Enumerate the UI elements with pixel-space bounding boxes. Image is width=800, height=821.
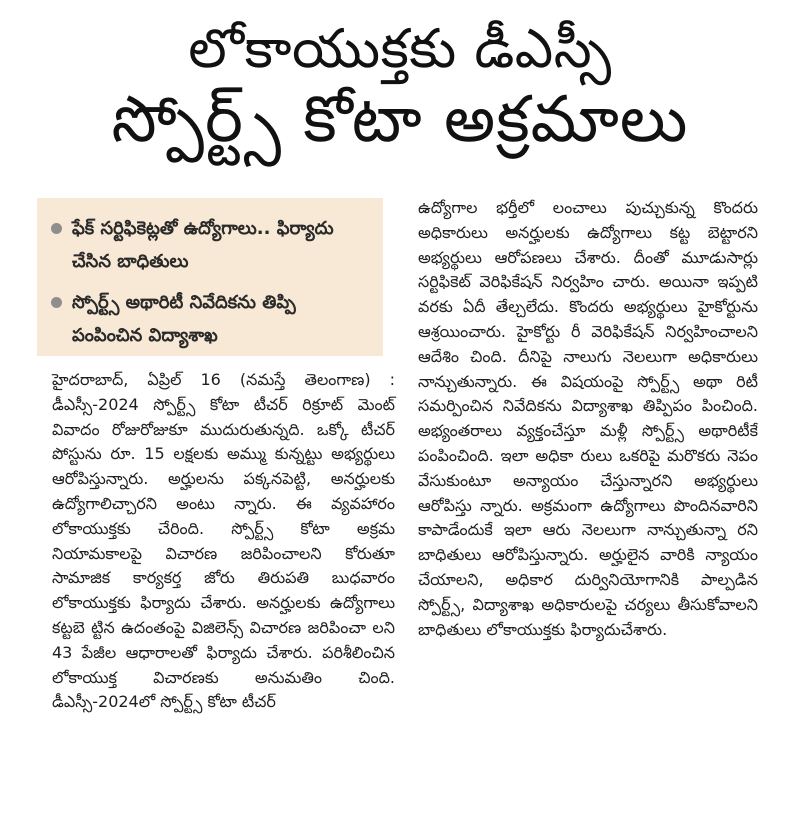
highlights-box (37, 198, 383, 356)
article-left-column (52, 368, 395, 715)
bullet-icon (51, 223, 62, 234)
article-right-text: ఉద్యోగాల భర్తీలో లంచాలు పుచ్చుకున్న కొందరు అధికారులు అనర్హులకు ఉద్యోగాలు కట్ట బెట్టారని అభ్యర్థులు ఆరోపణలు చేశారు. దీంతో మూడుసార్లు సర్టిఫికెట్ వెరిఫికేషన్ నిర్వహిం చారు. అయినా ఇప్పటి వరకు ఏదీ తేల్చలేదు. కొందరు అభ్యర్థులు హైకోర్టును ఆశ్రయించారు. హైకోర్టు రీ వెరిఫికేషన్ నిర్వహించాలని ఆదేశిం చింది. దీనిపై నాలుగు నెలలుగా అధికారులు నాన్చుతున్నారు. ఈ విషయంపై స్పోర్ట్స్ అథా రిటీ సమర్పించిన నివేదికను విద్యాశాఖ తిప్పిపం పించింది. అభ్యంతరాలు వ్యక్తంచేస్తూ మళ్లీ స్పోర్ట్స్ అథారిటీకే పంపించింది. ఇలా అధికా రులు ఒకరిపై మరొకరు నెపం వేసుకుంటూ అన్యాయం చేస్తున్నారని అభ్యర్థులు ఆరోపిస్తు న్నారు. అక్రమంగా ఉద్యోగాలు పొందినవారిని కాపాడేందుకే ఇలా ఆరు నెలలుగా నాన్చుతున్నా రని బాధితులు ఆరోపిస్తున్నారు. అర్హులైన వారికి న్యాయం చేయాలని, అధికార దుర్వినియోగానికి పాల్పడిన స్పోర్ట్స్, విద్యాశాఖ అధికారులపై చర్యలు తీసుకోవాలని బాధితులు లోకాయుక్తకు ఫిర్యాదుచేశారు. (418, 198, 758, 639)
article-left-text: హైదరాబాద్, ఏప్రిల్ 16 (నమస్తే తెలంగాణ) : డీఎస్సీ-2024 స్పోర్ట్స్ కోటా టీచర్ రిక్రూట్ మెంట్ వివాదం రోజురోజుకూ ముదురుతున్నది. ఒక్కో టీచర్ పోస్టును రూ. 15 లక్షలకు అమ్ము కున్నట్టు అభ్యర్థులు ఆరోపిస్తున్నారు. అర్హులను పక్కనపెట్టి, అనర్హులకు ఉద్యోగాలిచ్చారని అంటు న్నారు. ఈ వ్యవహారం లోకాయుక్తకు చేరింది. స్పోర్ట్స్ కోటా అక్రమ నియామకాలపై విచారణ జరిపించాలని కోరుతూ సామాజిక కార్యకర్త జోరు తిరుపతి బుధవారం లోకాయుక్తకు ఫిర్యాదు చేశారు. అనర్హులకు ఉద్యోగాలు కట్టబె ట్టిన ఉదంతంపై విజిలెన్స్ విచారణ జరిపించా లని 43 పేజీల ఆధారాలతో ఫిర్యాదు చేశారు. పరిశీలించిన లోకాయుక్త విచారణకు అనుమతిం చింది. డీఎస్సీ-2024లో స్పోర్ట్స్ కోటా టీచర్ (52, 370, 395, 712)
highlight-item (51, 286, 371, 352)
highlight-text: స్పోర్ట్స్ అథారిటీ నివేదికను తిప్పి పంపించిన విద్యాశాఖ (72, 292, 296, 346)
bullet-icon (51, 297, 62, 308)
headline-line-1: లోకాయుక్తకు డీఎస్సీ (188, 17, 612, 80)
highlight-text: ఫేక్ సర్టిఫికెట్లతో ఉద్యోగాలు.. ఫిర్యాదు చేసిన బాధితులు (72, 218, 334, 272)
headline-line-2: స్పోర్ట్స్ కోటా అక్రమాలు (111, 83, 689, 158)
highlight-item (51, 212, 371, 278)
headline (0, 17, 800, 158)
article-right-column (418, 196, 758, 642)
